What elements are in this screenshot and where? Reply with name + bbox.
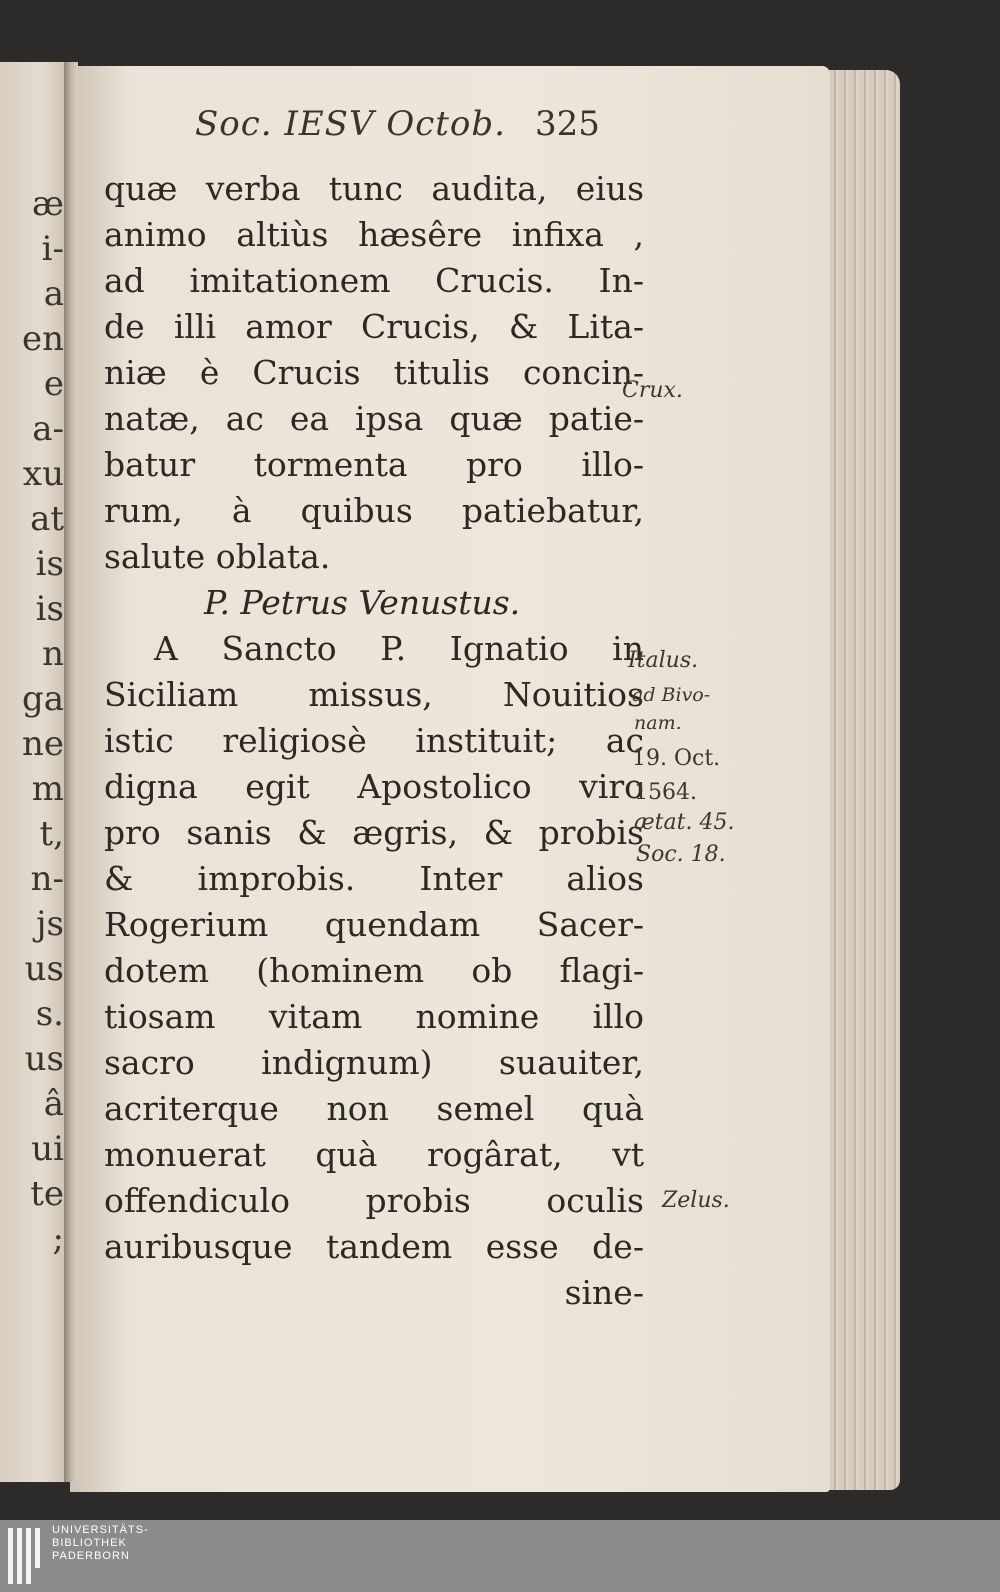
left-fragment: ; xyxy=(52,1219,64,1259)
book-gutter xyxy=(64,62,78,1482)
text-line: monuerat quà rogârat, vt xyxy=(104,1135,644,1174)
text-line: Siciliam missus, Nouitios xyxy=(104,675,644,714)
library-footer xyxy=(0,1520,1000,1592)
margin-note: Crux. xyxy=(622,378,683,403)
section-heading: P. Petrus Venustus. xyxy=(204,583,521,622)
text-line: auribusque tandem esse de- xyxy=(104,1227,644,1266)
page-header xyxy=(195,104,615,154)
text-line: batur tormenta pro illo- xyxy=(104,445,644,484)
text-line: salute oblata. xyxy=(104,537,331,576)
text-line: offendiculo probis oculis xyxy=(104,1181,644,1220)
margin-note: ad Bivo- xyxy=(632,684,711,706)
left-fragment: at xyxy=(30,499,64,539)
logo-line: BIBLIOTHEK xyxy=(52,1537,127,1549)
left-fragment: is xyxy=(35,589,64,629)
left-fragment: te xyxy=(30,1174,64,1214)
left-fragment: us xyxy=(24,1039,64,1079)
text-line: tiosam vitam nomine illo xyxy=(104,997,644,1036)
left-fragment: a xyxy=(43,274,64,314)
left-fragment: ne xyxy=(21,724,64,764)
text-line: pro sanis & ægris, & probis xyxy=(104,813,644,852)
text-line: Rogerium quendam Sacer- xyxy=(104,905,644,944)
margin-note: ætat. 45. xyxy=(634,810,735,835)
left-fragment: a- xyxy=(32,409,64,449)
text-line: digna egit Apostolico viro xyxy=(104,767,644,806)
catchword: sine- xyxy=(564,1273,644,1312)
left-fragment: ui xyxy=(31,1129,64,1169)
text-line: & improbis. Inter alios xyxy=(104,859,644,898)
left-fragment: t, xyxy=(39,814,64,854)
left-page xyxy=(0,62,70,1482)
left-fragment: s. xyxy=(35,994,64,1034)
text-line: rum, à quibus patiebatur, xyxy=(104,491,644,530)
text-line: niæ è Crucis titulis concin- xyxy=(104,353,644,392)
left-fragment: xu xyxy=(22,454,64,494)
margin-note: Soc. 18. xyxy=(636,842,726,867)
text-line: acriterque non semel quà xyxy=(104,1089,644,1128)
left-fragment: m xyxy=(31,769,64,809)
text-line: dotem (hominem ob flagi- xyxy=(104,951,644,990)
margin-note: Italus. xyxy=(628,648,699,673)
left-page-text xyxy=(0,182,68,1262)
margin-note: 19. Oct. xyxy=(632,746,721,771)
text-line: natæ, ac ea ipsa quæ patie- xyxy=(104,399,644,438)
margin-note: Zelus. xyxy=(662,1188,730,1213)
text-line: animo altiùs hæsêre infixa , xyxy=(104,215,644,254)
library-logo-text xyxy=(52,1524,149,1563)
text-line: istic religiosè instituit; ac xyxy=(104,721,644,760)
text-line: sacro indignum) suauiter, xyxy=(104,1043,644,1082)
logo-line: UNIVERSITÄTS- xyxy=(52,1524,149,1536)
text-line: de illi amor Crucis, & Lita- xyxy=(104,307,644,346)
left-fragment: e xyxy=(43,364,64,404)
body-text xyxy=(104,166,644,1316)
margin-note: nam. xyxy=(634,712,682,734)
left-fragment: æ xyxy=(32,184,64,224)
library-logo-icon xyxy=(8,1528,44,1584)
left-fragment: n- xyxy=(30,859,64,899)
margin-note: 1564. xyxy=(634,780,697,805)
text-line: A Sancto P. Ignatio in xyxy=(154,629,644,668)
text-line: quæ verba tunc audita, eius xyxy=(104,169,644,208)
running-title: Soc. IESV Octob. xyxy=(195,104,506,144)
left-fragment: ga xyxy=(21,679,64,719)
logo-line: PADERBORN xyxy=(52,1550,130,1562)
text-line: ad imitationem Crucis. In- xyxy=(104,261,644,300)
left-fragment: is xyxy=(35,544,64,584)
left-fragment: us xyxy=(24,949,64,989)
left-fragment: en xyxy=(21,319,64,359)
left-fragment: n xyxy=(42,634,64,674)
left-fragment: â xyxy=(43,1084,64,1124)
left-fragment: i- xyxy=(41,229,64,269)
page-number: 325 xyxy=(535,104,600,144)
left-fragment: js xyxy=(36,904,64,944)
